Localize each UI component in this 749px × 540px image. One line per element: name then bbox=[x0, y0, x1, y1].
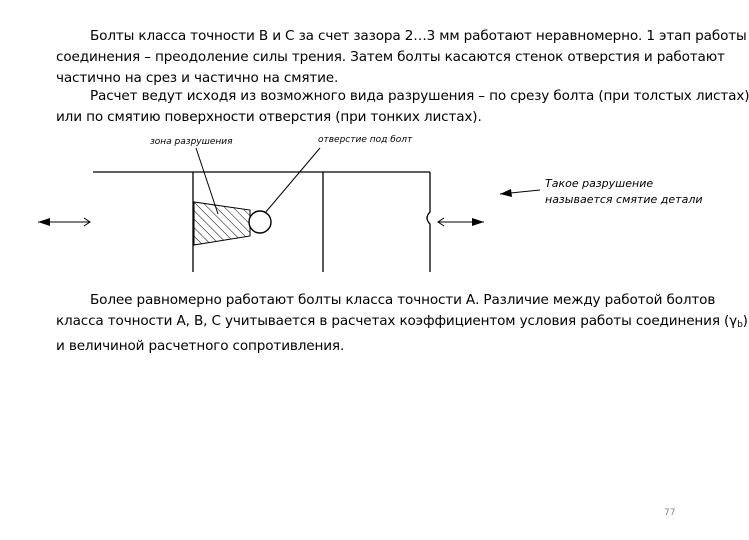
text-segment: класса точности А, В, С учитывается в расчетах коэффициентом условия работы соединения (γ bbox=[56, 313, 738, 329]
label-failure-zone: зона разрушения bbox=[150, 137, 233, 147]
note-arrow bbox=[500, 189, 540, 197]
left-force-arrow bbox=[38, 218, 90, 226]
text-line: и величиной расчетного сопротивления. bbox=[56, 338, 345, 354]
label-bolt-hole: отверстие под болт bbox=[318, 135, 413, 145]
text-line bbox=[56, 311, 748, 336]
bolt-hole-circle bbox=[249, 211, 271, 233]
right-force-arrow bbox=[438, 218, 484, 226]
failure-zone-hatch bbox=[194, 202, 250, 245]
text-line: частично на срез и частично на смятие. bbox=[56, 70, 339, 86]
label-note-line1: Такое разрушение bbox=[545, 177, 654, 190]
paragraph-class-a-bolts bbox=[56, 290, 748, 357]
leader-hole bbox=[265, 148, 320, 213]
text-line: соединения – преодоление силы трения. Затем болты касаются стенок отверстия и работают bbox=[56, 49, 725, 65]
text-line: Болты класса точности В и С за счет зазора 2…3 мм работают неравномерно. 1 этап работы bbox=[90, 28, 747, 44]
gamma-subscript: b bbox=[737, 320, 743, 330]
text-line: Более равномерно работают болты класса точности А. Различие между работой болтов bbox=[90, 292, 716, 308]
plate-break-line bbox=[427, 172, 430, 272]
text-line: или по смятию поверхности отверстия (при тонких листах). bbox=[56, 109, 482, 125]
text-segment: ) bbox=[742, 313, 748, 329]
page-number: 77 bbox=[664, 508, 676, 518]
label-note-line2: называется смятие детали bbox=[545, 193, 703, 206]
text-line: Расчет ведут исходя из возможного вида разрушения – по срезу болта (при толстых листах) bbox=[90, 88, 749, 104]
